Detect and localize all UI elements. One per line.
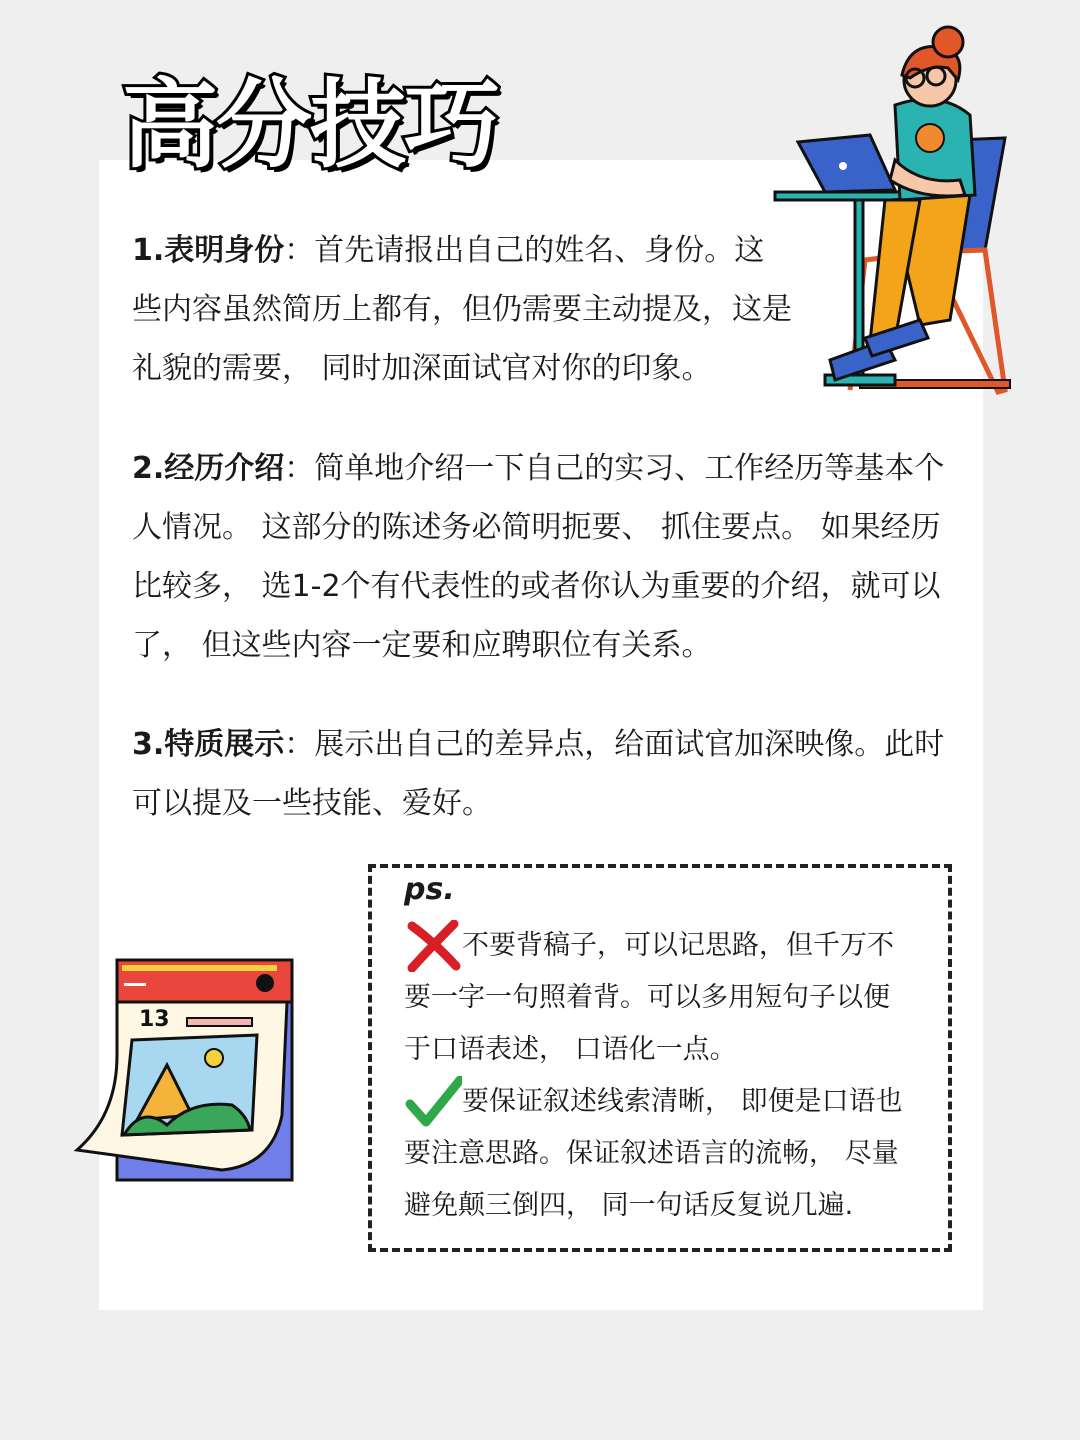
red-cross-icon bbox=[404, 920, 462, 972]
ps-text bbox=[404, 920, 914, 1232]
section-experience: 2.经历介绍：简单地介绍一下自己的实习、工作经历等基本个人情况。 这部分的陈述务必简明扼要、 抓住要点。 如果经历比较多， 选1-2个有代表性的或者你认为重要的介绍，就可以了， 但这些内容一定要和应聘职位有关系。 bbox=[132, 451, 945, 663]
green-check-icon bbox=[404, 1076, 462, 1128]
section-identity: 1.表明身份：首先请报出自己的姓名、身份。这些内容虽然简历上都有，但仍需要主动提及，这是礼貌的需要， 同时加深面试官对你的印象。 bbox=[132, 233, 792, 386]
ps-do-text: 要保证叙述线索清晰， 即便是口语也要注意思路。保证叙述语言的流畅， 尽量避免颠三倒四， 同一句话反复说几遍. bbox=[404, 1086, 903, 1221]
section-traits: 3.特质展示：展示出自己的差异点，给面试官加深映像。此时可以提及一些技能、爱好。 bbox=[132, 727, 945, 821]
calendar-illustration bbox=[72, 955, 297, 1185]
ps-label: ps. bbox=[404, 872, 455, 907]
woman-laptop-illustration bbox=[770, 20, 1020, 400]
page-title: 高分技巧 bbox=[122, 69, 498, 181]
calendar-day: 13 bbox=[139, 1007, 170, 1032]
ps-dont-text: 不要背稿子，可以记思路，但千万不要一字一句照着背。可以多用短句子以便于口语表述， 口语化一点。 bbox=[404, 930, 894, 1065]
